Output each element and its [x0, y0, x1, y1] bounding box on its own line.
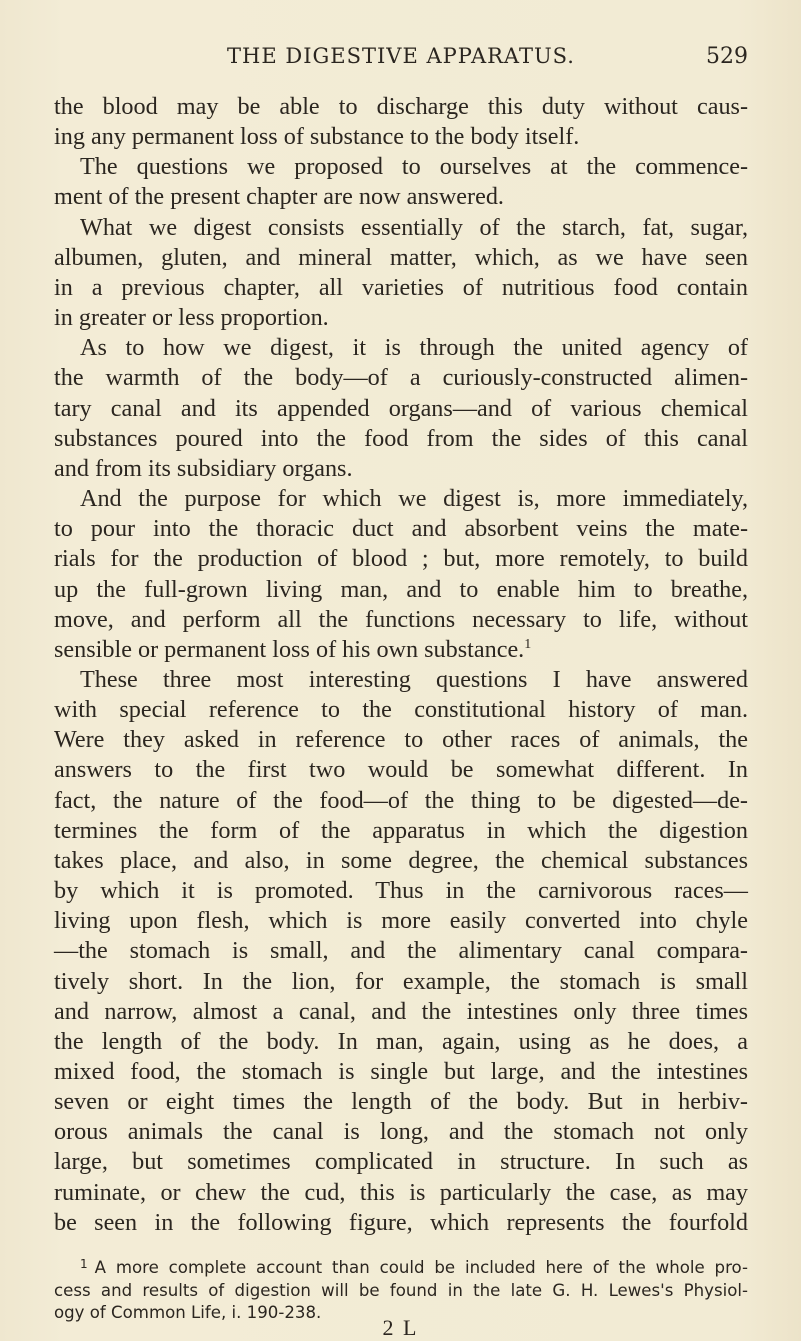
- text-line-content: the length of the body. In man, again, using as he does, a: [54, 1027, 748, 1055]
- text-line: [54, 786, 748, 816]
- text-line-content: Were they asked in reference to other races of animals, the: [54, 726, 748, 754]
- text-line-content: The questions we proposed to ourselves at the commence-: [80, 153, 748, 181]
- text-line: [54, 725, 748, 755]
- text-line-content: rials for the production of blood ; but, more remotely, to build: [54, 545, 748, 573]
- text-line: [54, 514, 748, 544]
- text-line-content: sensible or permanent loss of his own substance.: [54, 635, 525, 663]
- text-line: [54, 695, 748, 725]
- text-line: [54, 303, 748, 333]
- signature-mark: 2 L: [382, 1315, 419, 1340]
- text-line-content: orous animals the canal is long, and the stomach not only: [54, 1118, 748, 1146]
- text-line: [54, 605, 748, 635]
- text-line-content: large, but sometimes complicated in structure. In such as: [54, 1148, 748, 1176]
- text-line-content: albumen, gluten, and mineral matter, which, as we have seen: [54, 243, 748, 271]
- text-line: [54, 92, 748, 122]
- text-line-content: with special reference to the constitutional history of man.: [54, 696, 748, 724]
- page-number: 529: [706, 44, 748, 69]
- text-line: [54, 122, 748, 152]
- text-line-content: the warmth of the body—of a curiously-constructed alimen-: [54, 364, 748, 392]
- text-line-content: the blood may be able to discharge this duty without caus-: [54, 93, 748, 120]
- text-line-content: fact, the nature of the food—of the thing to be digested—de-: [54, 786, 748, 814]
- text-line: [54, 1147, 748, 1177]
- running-title: THE DIGESTIVE APPARATUS.: [227, 44, 575, 68]
- text-line-content: As to how we digest, it is through the united agency of: [80, 334, 748, 362]
- text-line: [54, 967, 748, 997]
- text-line: [54, 394, 748, 424]
- footnote-line: [54, 1253, 748, 1280]
- text-line: [54, 816, 748, 846]
- text-line: [54, 575, 748, 605]
- text-line: [54, 755, 748, 785]
- text-line: [54, 454, 748, 484]
- text-line-content: termines the form of the apparatus in which the digestion: [54, 816, 748, 844]
- text-line: [54, 876, 748, 906]
- text-line-content: to pour into the thoracic duct and absorbent veins the mate-: [54, 515, 748, 543]
- text-line: [54, 213, 748, 243]
- text-line-content: living upon flesh, which is more easily converted into chyle: [54, 907, 748, 935]
- text-line: [54, 1057, 748, 1087]
- text-line-content: tary canal and its appended organs—and of various chemical: [54, 394, 748, 422]
- text-line: [54, 1208, 748, 1238]
- text-line: [54, 906, 748, 936]
- text-line: [54, 363, 748, 393]
- text-line: [54, 1087, 748, 1117]
- text-line-content: substances poured into the food from the sides of this canal: [54, 424, 748, 452]
- text-line-content: and from its subsidiary organs.: [54, 454, 353, 482]
- text-line: [54, 152, 748, 182]
- text-line: [54, 635, 748, 665]
- text-line-content: by which it is promoted. Thus in the carnivorous races—: [54, 877, 748, 905]
- text-line: [54, 846, 748, 876]
- text-line: [54, 333, 748, 363]
- text-line-content: answers to the first two would be somewhat different. In: [54, 756, 748, 784]
- text-line-content: up the full-grown living man, and to enable him to breathe,: [54, 575, 748, 603]
- text-line: [54, 182, 748, 212]
- text-line-content: mixed food, the stomach is single but large, and the intestines: [54, 1058, 748, 1085]
- text-line: [54, 273, 748, 303]
- running-header: [54, 44, 748, 74]
- text-line-content: seven or eight times the length of the body. But in herbiv-: [54, 1088, 748, 1116]
- text-line-content: in greater or less proportion.: [54, 304, 329, 332]
- footnote-line-content: cess and results of digestion will be found in the late G. H. Lewes's Physiol-: [54, 1280, 748, 1300]
- text-line: [54, 997, 748, 1027]
- text-line: [54, 243, 748, 273]
- text-line-content: in a previous chapter, all varieties of nutritious food contain: [54, 273, 748, 301]
- footnote-marker: 1: [80, 1257, 88, 1271]
- text-line-content: tively short. In the lion, for example, the stomach is small: [54, 967, 748, 995]
- footnote-line-content: A more complete account than could be included here of the whole pro-: [94, 1258, 748, 1277]
- text-line: [54, 1178, 748, 1208]
- text-line-content: —the stomach is small, and the alimentary canal compara-: [54, 937, 748, 965]
- footnote-line: [54, 1280, 748, 1303]
- footnote-line-content: ogy of Common Life, i. 190-238.: [54, 1303, 322, 1322]
- text-line-content: ment of the present chapter are now answered.: [54, 183, 504, 211]
- text-line-content: takes place, and also, in some degree, the chemical substances: [54, 846, 748, 874]
- text-line: [54, 484, 748, 514]
- text-line-content: ing any permanent loss of substance to the body itself.: [54, 123, 580, 151]
- text-line: [54, 1117, 748, 1147]
- text-line-content: and narrow, almost a canal, and the intestines only three times: [54, 997, 748, 1025]
- text-line: [54, 1027, 748, 1057]
- text-line: [54, 936, 748, 966]
- text-line: [54, 424, 748, 454]
- text-line-content: be seen in the following figure, which represents the fourfold: [54, 1208, 748, 1236]
- text-line-content: ruminate, or chew the cud, this is particularly the case, as may: [54, 1178, 748, 1206]
- body-text: [54, 92, 748, 1238]
- text-line-content: move, and perform all the functions necessary to life, without: [54, 605, 748, 633]
- footnote: [54, 1253, 748, 1325]
- footnote-reference[interactable]: 1: [524, 636, 532, 652]
- text-line-content: And the purpose for which we digest is, more immediately,: [80, 485, 748, 513]
- text-line: [54, 544, 748, 574]
- text-line: [54, 665, 748, 695]
- text-line-content: These three most interesting questions I have answered: [80, 665, 748, 693]
- text-line-content: What we digest consists essentially of the starch, fat, sugar,: [80, 213, 748, 241]
